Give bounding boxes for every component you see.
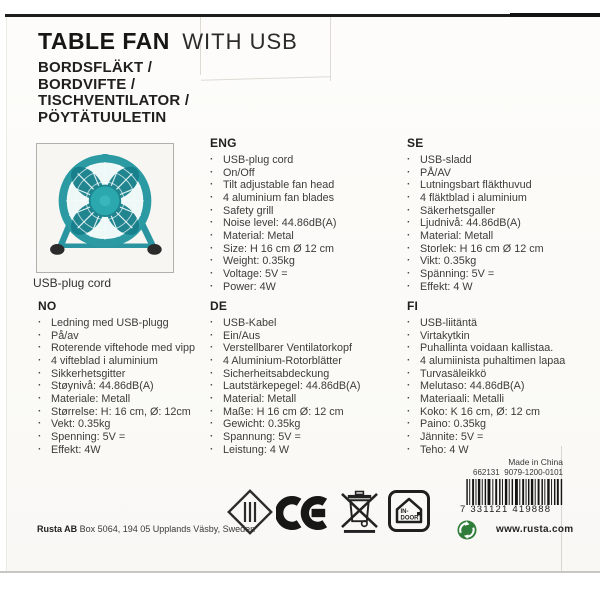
spec-item (210, 355, 386, 368)
spec-text: Voltage: 5V = (223, 267, 288, 280)
spec-item (407, 179, 583, 192)
spec-text: Ljudnivå: 44.86dB(A) (420, 217, 521, 230)
spec-text: 4 Aluminium-Rotorblätter (223, 354, 342, 367)
bullet-dot: · (407, 329, 411, 341)
bullet-dot: · (407, 154, 411, 165)
spec-item (407, 243, 583, 256)
product-title-main: TABLE FAN (38, 28, 170, 54)
spec-item (407, 393, 583, 406)
model-number: 9079-1200-0101 (504, 468, 563, 477)
spec-item (210, 179, 386, 192)
spec-item (210, 418, 386, 431)
spec-item (407, 330, 583, 343)
spec-text: Jännite: 5V = (420, 430, 484, 443)
spec-text: Lutningsbart fläkthuvud (420, 179, 532, 192)
bullet-dot: · (210, 443, 214, 455)
bullet-dot: · (210, 179, 214, 191)
spec-item (407, 167, 583, 180)
spec-text: Leistung: 4 W (223, 443, 290, 456)
bullet-dot: · (210, 329, 214, 341)
spec-item (38, 431, 214, 444)
address-text: Box 5064, 194 05 Upplands Väsby, Sweden (77, 524, 256, 534)
indoor-label-line2: DOOR (400, 515, 419, 522)
spec-text: Verstellbarer Ventilatorkopf (223, 342, 353, 355)
spec-text: Material: Metall (223, 392, 297, 405)
spec-text: Material: Metal (223, 229, 294, 242)
spec-text: Effekt: 4 W (420, 280, 473, 293)
spec-item (210, 281, 386, 294)
bullet-dot: · (210, 280, 214, 292)
spec-text: Melutaso: 44.86dB(A) (420, 380, 525, 393)
bullet-dot: · (38, 317, 42, 328)
bullet-dot: · (407, 179, 411, 191)
bullet-dot: · (210, 191, 214, 203)
bullet-dot: · (210, 154, 214, 165)
spec-text: Weight: 0.35kg (223, 255, 295, 268)
spec-text: Teho: 4 W (420, 443, 469, 456)
bullet-dot: · (210, 317, 214, 328)
spec-text: PÅ/AV (420, 166, 452, 179)
spec-text: 4 aluminium fan blades (223, 191, 335, 204)
spec-text: Paino: 0.35kg (420, 418, 487, 431)
bullet-dot: · (210, 392, 214, 404)
spec-text: Ledning med USB-plugg (51, 317, 169, 329)
spec-item (210, 330, 386, 343)
spec-text: USB-plug cord (223, 154, 294, 166)
spec-text: Koko: K 16 cm, Ø: 12 cm (420, 405, 541, 418)
bullet-dot: · (407, 242, 411, 254)
spec-section-se (407, 136, 583, 293)
product-title (38, 28, 298, 55)
spec-item (407, 154, 583, 167)
spec-item (210, 342, 386, 355)
spec-item (210, 444, 386, 457)
spec-item (210, 368, 386, 381)
spec-text: Storlek: H 16 cm Ø 12 cm (420, 242, 544, 255)
spec-text: På/av (51, 329, 79, 342)
spec-text: Sikkerhetsgitter (51, 367, 126, 380)
bullet-dot: · (407, 267, 411, 279)
bullet-dot: · (210, 255, 214, 267)
spec-text: Safety grill (223, 204, 274, 217)
bullet-dot: · (38, 430, 42, 442)
spec-item (38, 330, 214, 343)
spec-text: Størrelse: H: 16 cm, Ø: 12cm (51, 405, 191, 418)
spec-item (407, 431, 583, 444)
section-heading: ENG (210, 136, 237, 150)
bullet-dot: · (38, 443, 42, 455)
spec-text: Materiaali: Metalli (420, 392, 505, 405)
spec-section-eng (210, 136, 386, 293)
spec-text: 4 fläktblad i aluminium (420, 191, 527, 204)
bullet-dot: · (407, 418, 411, 430)
section-heading: SE (407, 136, 424, 150)
spec-text: 4 alumiinista puhaltimen lapaa (420, 354, 566, 367)
spec-item (210, 393, 386, 406)
bullet-dot: · (407, 405, 411, 417)
spec-item (407, 268, 583, 281)
bullet-dot: · (210, 217, 214, 229)
subtitle-line: PÖYTÄTUULETIN (38, 108, 167, 126)
spec-text: Turvasäleikkö (420, 367, 487, 380)
bullet-dot: · (407, 166, 411, 178)
bullet-dot: · (407, 204, 411, 216)
spec-item (407, 380, 583, 393)
spec-text: Ein/Aus (223, 329, 261, 342)
spec-list (38, 317, 214, 456)
bullet-dot: · (210, 367, 214, 379)
spec-text: Maße: H 16 cm Ø: 12 cm (223, 405, 344, 418)
bullet-dot: · (407, 354, 411, 366)
spec-text: Effekt: 4W (51, 443, 101, 456)
spec-item (210, 268, 386, 281)
spec-text: Säkerhetsgaller (420, 204, 496, 217)
fold-crease (330, 17, 331, 81)
spec-item (407, 255, 583, 268)
spec-text: 4 vifteblad i aluminium (51, 354, 158, 367)
spec-item (38, 380, 214, 393)
spec-text: Vikt: 0.35kg (420, 255, 477, 268)
spec-item (210, 154, 386, 167)
spec-section-de (210, 299, 386, 456)
spec-item (210, 243, 386, 256)
bullet-dot: · (38, 380, 42, 392)
website-url: www.rusta.com (496, 524, 574, 535)
bullet-dot: · (38, 392, 42, 404)
spec-text: Sicherheitsabdeckung (223, 367, 330, 380)
bullet-dot: · (407, 392, 411, 404)
subtitle-line: TISCHVENTILATOR / (38, 92, 190, 110)
bullet-dot: · (210, 342, 214, 354)
bullet-dot: · (210, 166, 214, 178)
spec-text: USB-liitäntä (420, 317, 478, 329)
article-model-numbers (473, 468, 563, 477)
box-left-edge (6, 17, 7, 571)
spec-item (210, 406, 386, 419)
spec-item (38, 342, 214, 355)
spec-item (210, 380, 386, 393)
spec-item (38, 406, 214, 419)
bullet-dot: · (407, 217, 411, 229)
spec-text: Virtakytkin (420, 329, 470, 342)
box-top-edge-shadow (510, 13, 600, 17)
spec-text: Material: Metall (420, 229, 494, 242)
spec-item (38, 355, 214, 368)
spec-item (407, 192, 583, 205)
spec-text: Size: H 16 cm Ø 12 cm (223, 242, 335, 255)
barcode-digits: 7 331121 419888 (460, 504, 552, 515)
spec-text: Noise level: 44.86dB(A) (223, 217, 337, 230)
spec-item (38, 317, 214, 330)
spec-text: USB-sladd (420, 154, 472, 166)
spec-text: Gewicht: 0.35kg (223, 418, 301, 431)
bullet-dot: · (210, 204, 214, 216)
spec-text: Spänning: 5V = (420, 267, 495, 280)
spec-text: Puhallinta voidaan kallistaa. (420, 342, 554, 355)
spec-text: Tilt adjustable fan head (223, 179, 335, 192)
bullet-dot: · (210, 267, 214, 279)
spec-text: Støynivå: 44.86dB(A) (51, 380, 154, 393)
bullet-dot: · (210, 418, 214, 430)
spec-item (38, 444, 214, 457)
spec-item (38, 393, 214, 406)
bullet-dot: · (407, 255, 411, 267)
spec-item (407, 406, 583, 419)
spec-item (210, 255, 386, 268)
spec-item (407, 355, 583, 368)
bullet-dot: · (38, 329, 42, 341)
bullet-dot: · (210, 354, 214, 366)
spec-item (407, 418, 583, 431)
spec-item (407, 217, 583, 230)
bullet-dot: · (210, 430, 214, 442)
spec-item (210, 192, 386, 205)
spec-text: Power: 4W (223, 280, 276, 293)
spec-item (210, 167, 386, 180)
bullet-dot: · (407, 430, 411, 442)
bullet-dot: · (407, 380, 411, 392)
spec-item (210, 431, 386, 444)
spec-item (210, 217, 386, 230)
spec-text: Lautstärkepegel: 44.86dB(A) (223, 380, 361, 393)
bullet-dot: · (210, 242, 214, 254)
spec-item (407, 281, 583, 294)
bullet-dot: · (210, 380, 214, 392)
subtitle-line: BORDSFLÄKT / (38, 59, 153, 76)
spec-item (38, 368, 214, 381)
subtitle-line: BORDVIFTE / (38, 75, 136, 93)
packaging-recyclable-diamond-icon (227, 489, 273, 540)
spec-text: Spannung: 5V = (223, 430, 301, 443)
spec-section-no (38, 299, 214, 456)
spec-item (407, 230, 583, 243)
spec-item (38, 418, 214, 431)
bullet-dot: · (38, 354, 42, 366)
bullet-dot: · (407, 191, 411, 203)
bullet-dot: · (38, 418, 42, 430)
spec-item (407, 342, 583, 355)
bullet-dot: · (38, 405, 42, 417)
spec-item (210, 230, 386, 243)
product-title-translations (38, 60, 189, 126)
section-heading: FI (407, 299, 419, 313)
table-fan-illustration (42, 149, 168, 267)
spec-list (407, 154, 583, 293)
product-photo (36, 143, 174, 273)
spec-text: Spenning: 5V = (51, 430, 126, 443)
made-in-label: Made in China (508, 457, 563, 467)
product-title-suffix: WITH USB (182, 29, 298, 54)
photo-caption: USB-plug cord (33, 276, 112, 290)
bullet-dot: · (38, 342, 42, 354)
spec-text: USB-Kabel (223, 317, 277, 329)
spec-text: Materiale: Metall (51, 392, 131, 405)
bullet-dot: · (210, 229, 214, 241)
bullet-dot: · (210, 405, 214, 417)
bullet-dot: · (407, 367, 411, 379)
ce-mark-icon (276, 494, 332, 537)
indoor-label-line1: IN- (400, 509, 409, 515)
spec-list (407, 317, 583, 456)
green-dot-recycling-icon (457, 520, 477, 545)
spec-item (407, 444, 583, 457)
spec-text: On/Off (223, 166, 255, 179)
spec-item (210, 205, 386, 218)
spec-list (210, 154, 386, 293)
manufacturer-address (37, 524, 255, 534)
spec-item (210, 317, 386, 330)
spec-section-fi (407, 299, 583, 456)
bullet-dot: · (407, 280, 411, 292)
box-bottom-edge (0, 571, 600, 573)
spec-item (407, 205, 583, 218)
spec-text: Roterende viftehode med vipp (51, 342, 196, 355)
spec-item (407, 317, 583, 330)
weee-crossed-bin-icon (341, 487, 378, 539)
bullet-dot: · (407, 229, 411, 241)
section-heading: NO (38, 299, 57, 313)
bullet-dot: · (407, 443, 411, 455)
indoor-use-icon (387, 489, 431, 538)
brand-name: Rusta AB (37, 524, 78, 534)
spec-text: Vekt: 0.35kg (51, 418, 111, 431)
article-number: 662131 (473, 468, 500, 477)
section-heading: DE (210, 299, 228, 313)
bullet-dot: · (38, 367, 42, 379)
spec-item (407, 368, 583, 381)
bullet-dot: · (407, 342, 411, 354)
bullet-dot: · (407, 317, 411, 328)
spec-list (210, 317, 386, 456)
